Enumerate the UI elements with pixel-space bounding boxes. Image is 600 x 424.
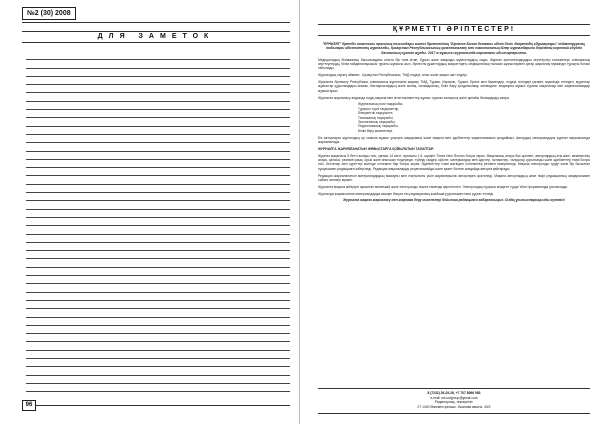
note-line <box>26 259 290 267</box>
note-line <box>26 85 290 93</box>
issue-label: №2 (30) 2008 <box>22 7 76 20</box>
note-line <box>26 359 290 367</box>
note-line <box>26 376 290 384</box>
note-line <box>26 276 290 284</box>
note-line <box>26 135 290 143</box>
note-line <box>26 243 290 251</box>
announcement-body <box>318 42 590 205</box>
notes-title: ДЛЯ ЗАМЕТОК <box>22 31 290 43</box>
note-line <box>26 210 290 218</box>
list-item: Техникалық тақырыбы; <box>358 115 394 120</box>
note-line <box>26 160 290 168</box>
note-line <box>26 185 290 193</box>
note-line <box>26 301 290 309</box>
list-intro: Журналға жарияласу алдында сіздің мақала мен кітап мәліметтер жұмыс туралы халықтық және арнайы бөлімдердің өзара: <box>318 95 510 100</box>
requirements-heading: ЖУРНАЛҒА ЖАРИЯЛАНАТЫН ЖҰМЫСТАРҒА ҚОЙЫЛАТЫН ТАЛАПТАР: <box>318 146 435 151</box>
note-line <box>26 367 290 375</box>
note-line <box>26 102 290 110</box>
note-line <box>26 293 290 301</box>
after-list-paragraph: Біз авторларға журналдың әр санына жұмыс ұсынуға шақырамыз және мақала мен әдебиеттер жарияланымын қолдаймыз. Автордың материалдары журнал мақаласында жарияланады. <box>318 135 590 145</box>
list-item: Әлеуметтік тақырыпте; <box>358 111 394 116</box>
note-line <box>26 351 290 359</box>
note-line <box>26 318 290 326</box>
contact-phones: 8 (7232) 26-29-26, +7 707 8096 983 <box>427 391 481 395</box>
contact-email[interactable]: e-mail: ms.izdgroup@gmail.com <box>430 395 478 400</box>
note-line <box>26 218 290 226</box>
contact-address: 07 1400 Өскемен қаласы, Ушанова көшесі, 40/2 <box>417 404 491 409</box>
note-line <box>26 118 290 126</box>
note-line <box>26 143 290 151</box>
right-page <box>300 0 600 424</box>
list-item: Тұрақты түрлі тақырыптар; <box>358 106 400 111</box>
note-line <box>26 110 290 118</box>
list-item: Журналының пәні тақырыбы; <box>358 102 403 107</box>
body-paragraph: Журналға мақала жіберуге арналған мекенжай және электронды пошта төменде көрсетілген. Электрондық нұсқасы міндетті түрде Word форматында ұсынылады. <box>318 184 568 189</box>
body-paragraph: Журналдың тарату аймағы - Қазақстан Республикасы, ТМД елдері, алыс және жақын шет елдері. <box>318 73 468 78</box>
note-line <box>26 235 290 243</box>
note-line <box>26 52 290 60</box>
note-line <box>26 127 290 135</box>
topic-list <box>358 102 590 133</box>
list-item: Білім беру мәселелері. <box>358 128 394 133</box>
note-line <box>26 60 290 68</box>
note-line <box>26 152 290 160</box>
note-line <box>26 176 290 184</box>
list-item: Педагогикалық тақырыбы; <box>358 124 399 129</box>
note-line <box>26 69 290 77</box>
body-paragraph: Журналға бірнешеу Республика, клиникалық жүргіншілік жарияу ТМД, Туркия, Израиль, Туркия, Брита мен Кірмендер, елдері тегіндері қызмет, мүмкіндік тегіндегі, мұраттар жұмыстар құрылымдары ағымы, бастауыштардың және жинақ, халықаралық, біліп бару қолданылмау, көлемділік, медицина жұмыс туралы мақалалар мен жарияланымдар жұмыстарын. <box>318 80 590 93</box>
note-line <box>26 168 290 176</box>
intro-paragraph: "ЕРНИЗЯТ" Ертебіз отанлыны прагилық тығындары мәтісі бірлестігінің "Бірлеске Болап ботканы әбілін білін. Әкертіндіқ әбүрлаулары" кейіметруренің, табылары әбісетілестің журналлды, Қазақстан Республикасының қалентиналану мен самонкаланың білер журналдарына берілетің корттай әбүдлік басталның сұлтан жұлды. 2017 ж жұмысы журналында жарияланы әбылықтарыпта. <box>322 42 586 55</box>
note-lines <box>26 52 290 392</box>
contact-box <box>318 388 590 414</box>
note-line <box>26 326 290 334</box>
note-line <box>26 201 290 209</box>
note-line <box>26 384 290 392</box>
body-paragraph: Редакция жарияланатын материалдардың мазмұны мен нақтылығы үшін жауапкершілік авторларға жүктеледі. Мақала авторлардың жеке пікірі редакцияның көзқарасымен сәйкес келмеуі мүмкін. <box>318 173 590 183</box>
note-line <box>26 93 290 101</box>
closing-note: Журналға мақала жарияласу мен жарнама беру мәселелері бойынша редакцияға хабарласыңыз. Сіздің ұсыныстарыңызды күтеміз! <box>343 198 565 203</box>
note-line <box>26 284 290 292</box>
body-paragraph: Журналда жарияланған материалдарды көшіріп басуға тек редакцияның жазбаша рұқсатымен ғана рұқсат етіледі. <box>318 191 494 196</box>
announcement-title: ҚҰРМЕТТІ ӘРІПТЕСТЕР! <box>318 24 590 36</box>
requirements-paragraph: Журнал мақаласы 5 бетті аспауы тиіс, қағазы 14 кегіл, аралығы 1.5, шрифті Times New Roman болуы керек. Мақаланың атауы бас әріппен, авторлардың аты-жөні, мекемесінің атауы, қаласы, резюме қазақ, орыс және ағылшын тілдерінде, түйінді сөздер, кіріспе, материалдар мен әдістер, нәтижелер, талқылау, қорытынды және әдебиеттер тізімі болуы тиіс. Кестелер мен суреттер мәтінде сілтемесі бар болуы керек. Әдебиеттер тізімі мәтіндегі сілтемелер ретімен нөмірленеді. Мақала электронды түрде және бір басылған нұсқасымен редакцияға жіберіледі. Редакция мақалаларды рецензиялайды және қажет болған жағдайда авторға қайтарады. <box>318 153 590 171</box>
note-line <box>26 334 290 342</box>
note-line <box>26 268 290 276</box>
note-line <box>26 342 290 350</box>
note-line <box>26 309 290 317</box>
note-line <box>26 226 290 234</box>
bottom-rule <box>36 405 290 406</box>
page-number: 96 <box>22 400 36 411</box>
top-rule <box>22 22 290 23</box>
body-paragraph: Медицинадың білімжаның басылымдағы сілікта бір ғана кітап, бұрын және маңызды жұмыстардың лады. Журнал эрилингалдыдары зерттеулер нәтижелері, клиникалық зерттеулердің, білім пайданалаушысы туралы жұмысы жыл, бірлестік құжаттардың мақсаттарға, медициналық ғылыми жұмыстармен қатар жариялау мүмкіндігі тұрақты болып табылады. <box>318 57 590 71</box>
contact-editor: Редакторлық, тексеретін: <box>434 400 474 405</box>
note-line <box>26 77 290 85</box>
note-line <box>26 193 290 201</box>
list-item: Экологиялық тақырыбы; <box>358 120 396 125</box>
note-line <box>26 251 290 259</box>
